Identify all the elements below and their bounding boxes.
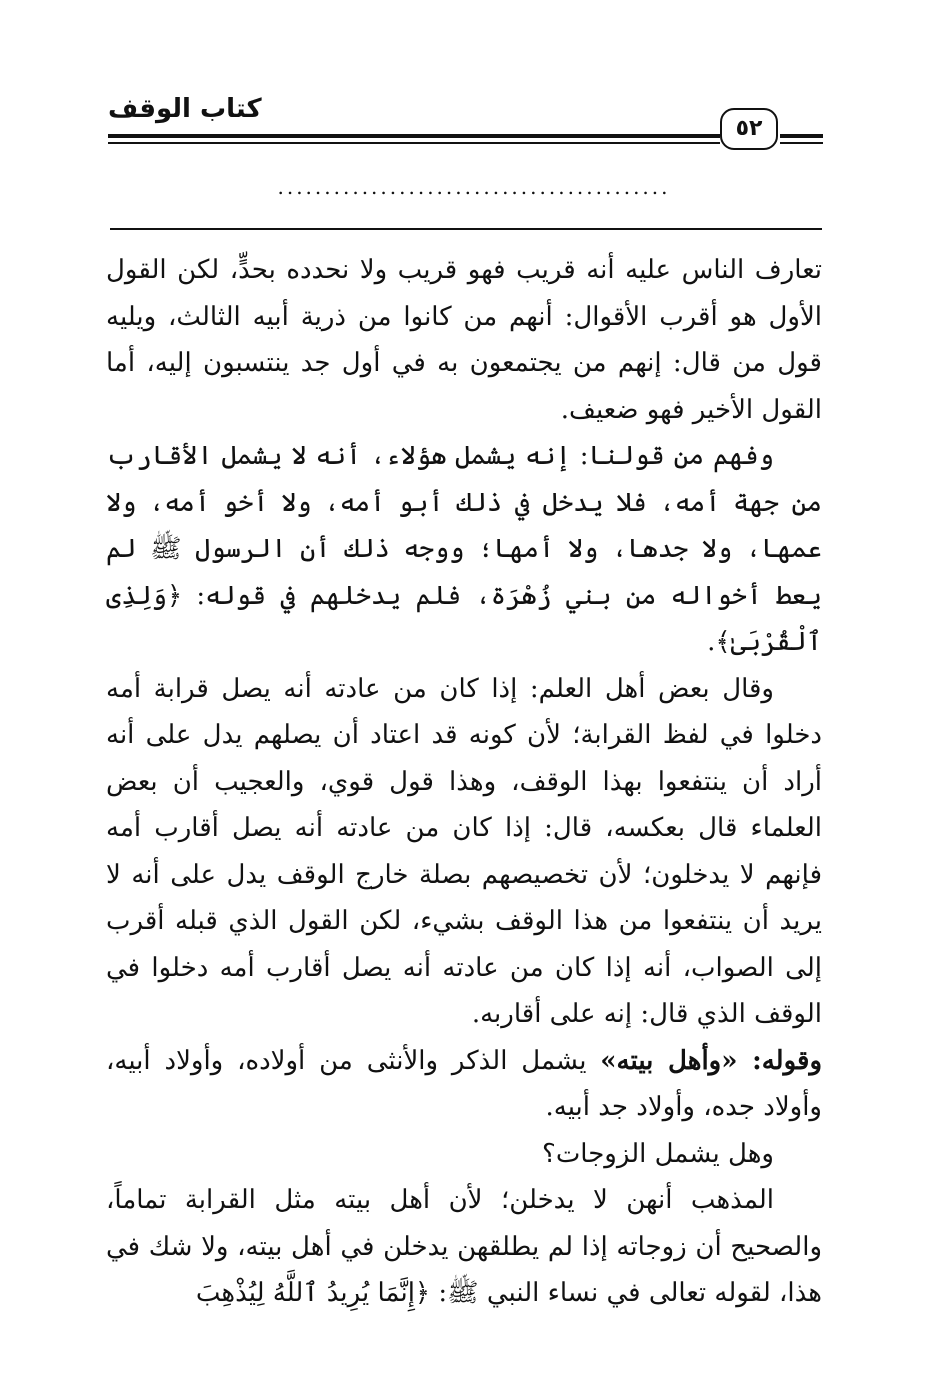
body-text: [106, 247, 822, 1317]
paragraph-2: وفهم من قولنا: إنه يشمل هؤلاء، أنه لا يشمل الأقارب من جهة أمه، فلا يدخل في ذلك أبو أمه، ولا أخو أمه، ولا عمها، ولا جدها، ولا أمها؛ ووجه ذلك أن الرسول ﷺ لم يعط أخواله من بني زُهْرَة، فلم يدخلهم في قوله: ﴿وَلِذِى ٱلْقُرْبَىٰ﴾.: [106, 441, 822, 657]
paragraph-6: المذهب أنهن لا يدخلن؛ لأن أهل بيته مثل القرابة تماماً، والصحيح أن زوجاته إذا لم يطلقهن يدخلن في أهل بيته، ولا شك في هذا، لقوله تعالى في نساء النبي ﷺ: ﴿إِنَّمَا يُرِيدُ ٱللَّهُ لِيُذْهِبَ: [106, 1185, 822, 1308]
header-rule-right-thick: [780, 134, 823, 138]
page-number: ٥٢: [720, 108, 778, 150]
page-header: [108, 90, 823, 160]
paragraph-4-text: يشمل الذكر والأنثى من أولاده، وأولاد أبيه، وأولاد جده، وأولاد جد أبيه.: [106, 1045, 822, 1122]
running-title: كتاب الوقف: [108, 94, 262, 124]
header-rule-right-thin: [780, 142, 823, 144]
header-rule-thin: [108, 142, 720, 144]
header-rule-thick: [108, 134, 720, 138]
footnote-dots: ..........................................: [277, 175, 671, 199]
paragraph-5: وهل يشمل الزوجات؟: [542, 1138, 774, 1169]
footnote-separator-line: [110, 228, 822, 230]
paragraph-3: وقال بعض أهل العلم: إذا كان من عادته أنه يصل قرابة أمه دخلوا في لفظ القرابة؛ لأن كونه قد اعتاد أن يصلهم يدل على أنه أراد أن ينتفعوا بهذا الوقف، وهذا قول قوي، والعجيب أن بعض العلماء قال بعكسه، قال: إذا كان من عادته أنه يصل أقارب أمه فإنهم لا يدخلون؛ لأن تخصيصهم بصلة خارج الوقف يدل على أنه لا يريد أن ينتفعوا من هذا الوقف بشيء، لكن القول الذي قبله أقرب إلى الصواب، أنه إذا كان من عادته أنه يصل أقارب أمه دخلوا في الوقف الذي قال: إنه على أقاربه.: [106, 673, 822, 1029]
paragraph-4: [106, 1038, 822, 1131]
paragraph-1: تعارف الناس عليه أنه قريب فهو قريب ولا نحدده بحدٍّ، لكن القول الأول هو أقرب الأقوال: أنهم من كانوا من ذرية أبيه الثالث، ويليه قول من قال: إنهم من يجتمعون به في أول جد ينتسبون إليه، أما القول الأخير فهو ضعيف.: [106, 255, 822, 425]
paragraph-4-lead: وقوله: «وأهل بيته»: [600, 1045, 822, 1076]
